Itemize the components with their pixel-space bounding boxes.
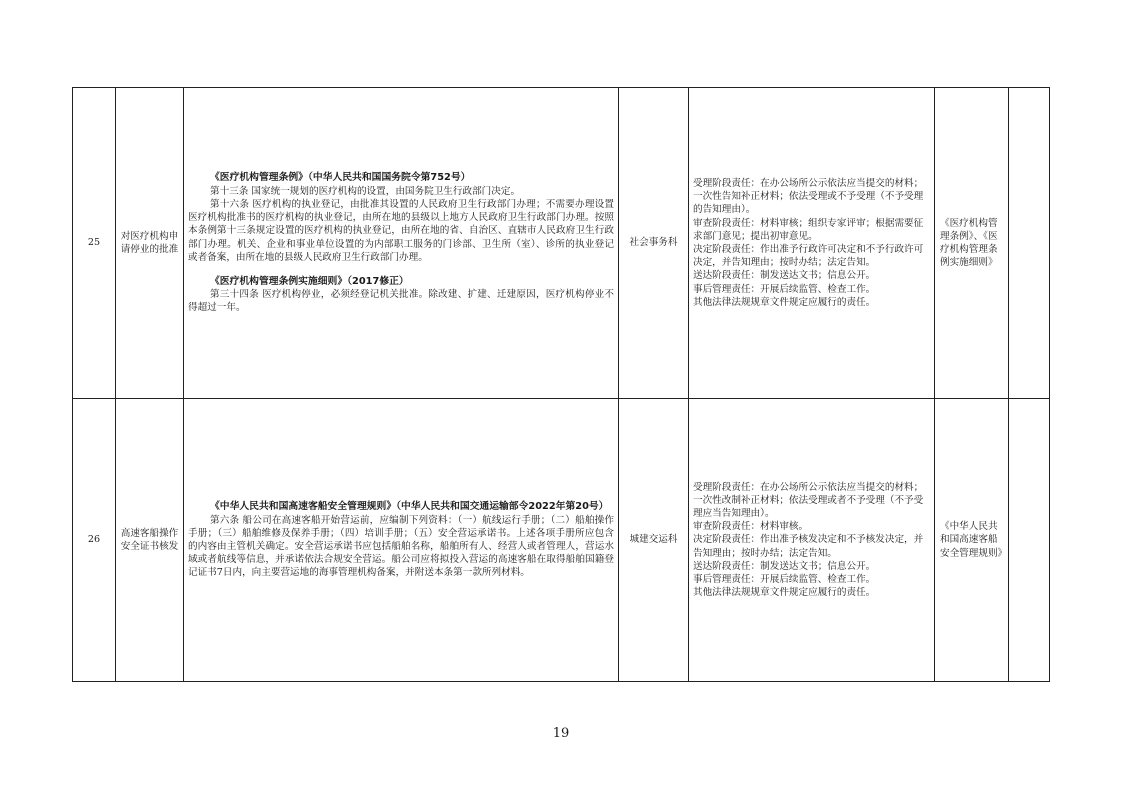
article-text: 第三十四条 医疗机构停业，必须经登记机关批准。除改建、扩建、迁建原因，医疗机构停业不得超过一年。 bbox=[188, 289, 614, 314]
article-text: 第十六条 医疗机构的执业登记，由批准其设置的人民政府卫生行政部门办理；不需要办理设置医疗机构批准书的医疗机构的执业登记，由所在地的县级以上地方人民政府卫生行政部门办理。按照本条例第十三条规定设置的医疗机构的执业登记，由所在地的省、自治区、直辖市人民政府卫生行政部门办理。机关、企业和事业单位设置的为内部职工服务的门诊部、卫生所（室）、诊所的执业登记或者备案，由所在地的县级人民政府卫生行政部门办理。 bbox=[188, 198, 614, 263]
table-row bbox=[73, 88, 1050, 399]
responsibility-item: 送达阶段责任：制发送达文书；信息公开。 bbox=[693, 560, 876, 572]
responsibility-item: 审查阶段责任：材料审核。 bbox=[693, 521, 809, 533]
legal-basis bbox=[184, 399, 619, 682]
regulation-title: 《医疗机构管理条例》（中华人民共和国国务院令第752号） bbox=[210, 172, 471, 184]
responsibilities bbox=[689, 88, 935, 399]
responsibility-item: 事后管理责任：开展后续监管、检查工作。 bbox=[693, 283, 876, 295]
article-text: 第六条 船公司在高速客船开始营运前，应编制下列资料：（一）航线运行手册；（二）船舶操作手册；（三）船舶维修及保养手册；（四）培训手册；（五）安全营运承诺书。上述各项手册所应包含的内容由主管机关确定。安全营运承诺书应包括船舶名称，船舶所有人、经营人或者管理人，营运水域或者航线等信息，并承诺依法合规安全营运。船公司应将拟投入营运的高速客船在取得船舶国籍登记证书7日内，向主要营运地的海事管理机构备案，并附送本条第一款所列材料。 bbox=[188, 514, 614, 579]
page-number: 19 bbox=[552, 726, 570, 741]
regulation-title: 《医疗机构管理条例实施细则》（2017修正） bbox=[210, 275, 409, 287]
responsibility-item: 事后管理责任：开展后续监管、检查工作。 bbox=[693, 574, 876, 585]
responsibility-item: 受理阶段责任：在办公场所公示依法应当提交的材料；一次性改制补正材料；依法受理或者不予受理（不予受理应当告知理由）。 bbox=[693, 481, 924, 519]
item-name: 对医疗机构申请停业的批准 bbox=[116, 88, 184, 399]
responsibilities bbox=[689, 399, 935, 682]
remarks bbox=[1009, 399, 1050, 682]
department: 城建交运科 bbox=[619, 399, 689, 682]
regulation-title: 《中华人民共和国高速客船安全管理规则》（中华人民共和国交通运输部令2022年第20号） bbox=[210, 501, 609, 513]
article-text: 第十三条 国家统一规划的医疗机构的设置，由国务院卫生行政部门决定。 bbox=[210, 185, 521, 197]
table-row bbox=[73, 399, 1050, 682]
responsibility-item: 决定阶段责任：作出准予行政许可决定和不予行政许可决定，并告知理由；按时办结；法定告知。 bbox=[693, 244, 924, 269]
remarks bbox=[1009, 88, 1050, 399]
legal-basis bbox=[184, 88, 619, 399]
responsibility-item: 审查阶段责任：材料审核；组织专家评审；根据需要征求部门意见；提出初审意见。 bbox=[693, 217, 924, 242]
responsibility-item: 其他法律法规规章文件规定应履行的责任。 bbox=[693, 587, 876, 599]
basis-documents: 《医疗机构管理条例》、《医疗机构管理条例实施细则》 bbox=[935, 88, 1009, 399]
responsibility-table bbox=[72, 87, 1050, 682]
responsibility-item: 决定阶段责任：作出准予核发决定和不予核发决定，并告知理由；按时办结；法定告知。 bbox=[693, 534, 924, 559]
responsibility-item: 受理阶段责任：在办公场所公示依法应当提交的材料；一次性告知补正材料；依法受理或不予受理（不予受理的告知理由）。 bbox=[693, 177, 924, 216]
department: 社会事务科 bbox=[619, 88, 689, 399]
responsibility-item: 送达阶段责任：制发送达文书；信息公开。 bbox=[693, 270, 876, 282]
responsibility-item: 其他法律法规规章文件规定应履行的责任。 bbox=[693, 296, 876, 308]
item-name: 高速客船操作安全证书核发 bbox=[116, 399, 184, 682]
basis-documents: 《中华人民共和国高速客船安全管理规则》 bbox=[935, 399, 1009, 682]
row-number: 25 bbox=[73, 88, 116, 399]
row-number: 26 bbox=[73, 399, 116, 682]
